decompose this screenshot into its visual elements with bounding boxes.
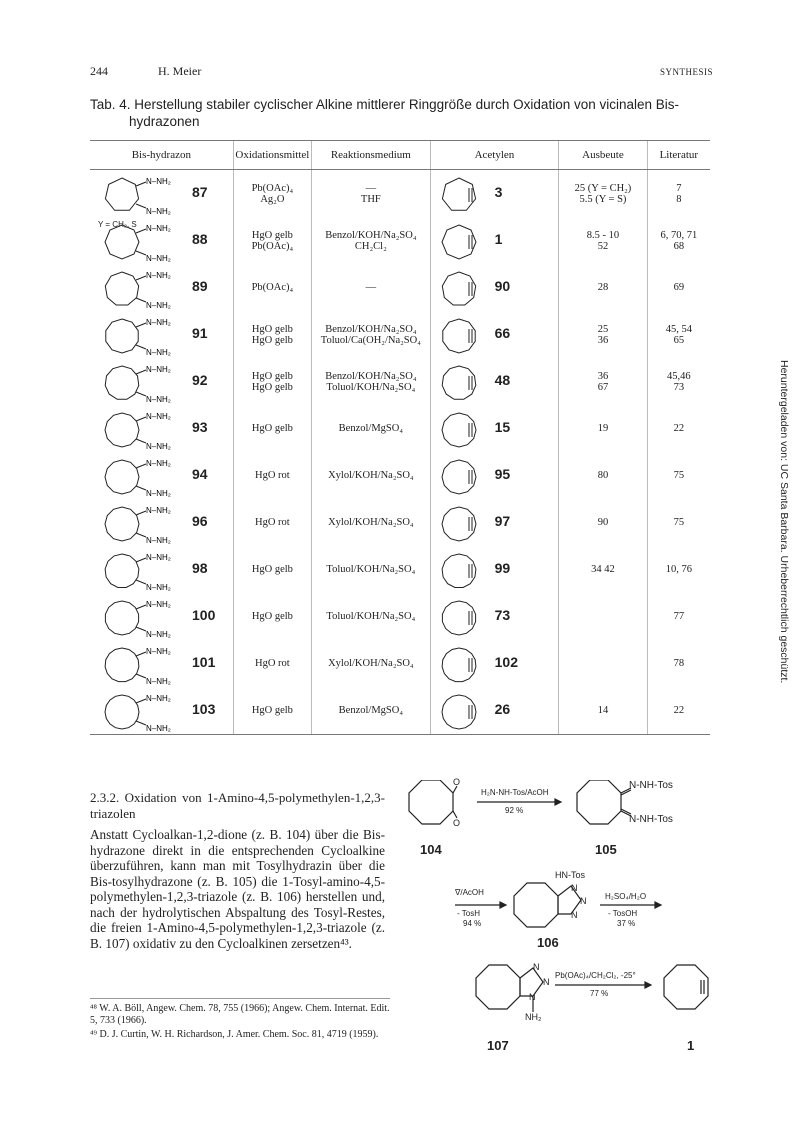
reference-cell: 75	[647, 499, 710, 546]
oxidant-cell: HgO gelb Pb(OAc)₄	[233, 217, 311, 264]
svg-text:N–NH₂: N–NH₂	[146, 394, 171, 404]
oxidant-cell: Pb(OAc)₄ Ag₂O	[233, 170, 311, 218]
cycloalkyne-structure	[437, 409, 497, 453]
svg-text:N–NH₂: N–NH₂	[146, 223, 171, 233]
cycloalkyne-structure	[437, 597, 497, 641]
oxidant-cell: HgO rot	[233, 452, 311, 499]
yield-cell: 14	[559, 687, 647, 735]
svg-text:N–NH₂: N–NH₂	[146, 723, 171, 733]
svg-text:N–NH₂: N–NH₂	[146, 505, 171, 515]
table-row	[90, 640, 710, 687]
oxygen-label: O	[453, 777, 461, 787]
svg-text:N–NH₂: N–NH₂	[146, 364, 171, 374]
medium-cell: Xylol/KOH/Na₂SO₄	[312, 640, 431, 687]
svg-text:N–NH₂: N–NH₂	[146, 646, 171, 656]
svg-text:N–NH₂: N–NH₂	[146, 582, 171, 592]
acetylene-number: 15	[494, 418, 511, 435]
yield-cell: 19	[559, 405, 647, 452]
column-header: Acetylen	[430, 141, 559, 170]
oxidant-cell: HgO rot	[233, 640, 311, 687]
acetylene-number: 48	[494, 371, 511, 388]
table-row	[90, 217, 710, 264]
table-row	[90, 405, 710, 452]
hydrazone-number: 96	[192, 512, 208, 529]
section-body	[90, 790, 385, 951]
nh2-label: NH₂	[525, 1012, 542, 1022]
yield-cell: 36 67	[559, 358, 647, 405]
svg-text:N–NH₂: N–NH₂	[146, 317, 171, 327]
svg-text:N–NH₂: N–NH₂	[146, 176, 171, 186]
compound-106: 106	[537, 935, 559, 950]
cycloalkyne-structure	[437, 362, 497, 406]
reference-cell: 78	[647, 640, 710, 687]
yield-cell: 90	[559, 499, 647, 546]
medium-cell: Toluol/KOH/Na₂SO₄	[312, 546, 431, 593]
cycloalkyne-structure	[437, 456, 497, 500]
bis-hydrazone-structure	[92, 691, 192, 735]
medium-cell: Xylol/KOH/Na₂SO₄	[312, 499, 431, 546]
oxygen-label: O	[453, 818, 461, 828]
oxidant-cell: HgO gelb HgO gelb	[233, 311, 311, 358]
author: H. Meier	[158, 64, 202, 78]
reagent-3: H₂SO₄/H₂O	[605, 892, 647, 901]
footnote: ⁴⁸ W. A. Böll, Angew. Chem. 78, 755 (1966); Angew. Chem. Internat. Edit. 5, 733 (1966).	[90, 1003, 390, 1026]
page-number: 244	[90, 64, 108, 78]
reagent-2b: - TosH	[457, 909, 480, 918]
nitrogen-label: N	[533, 962, 540, 972]
svg-text:N–NH₂: N–NH₂	[146, 253, 171, 263]
acetylene-number: 102	[494, 653, 518, 670]
table-row	[90, 687, 710, 735]
table-row	[90, 593, 710, 640]
svg-text:N–NH₂: N–NH₂	[146, 552, 171, 562]
hydrazone-number: 98	[192, 559, 208, 576]
bis-hydrazone-structure	[92, 503, 192, 547]
oxidant-cell: HgO gelb HgO gelb	[233, 358, 311, 405]
cycloalkyne-structure	[437, 174, 497, 218]
oxidant-cell: HgO gelb	[233, 593, 311, 640]
reference-cell: 7 8	[647, 170, 710, 218]
acetylene-number: 1	[494, 230, 503, 247]
hn-tos-label: HN-Tos	[555, 870, 586, 880]
cycloalkyne-structure	[437, 221, 497, 265]
hydrazone-number: 103	[192, 700, 216, 717]
nitrogen-label: N	[529, 992, 536, 1002]
bis-hydrazone-structure	[92, 644, 192, 688]
reagent-4: Pb(OAc)₄/CH₂Cl₂, -25°	[555, 971, 636, 980]
table-row	[90, 499, 710, 546]
reference-cell: 45,46 73	[647, 358, 710, 405]
nitrogen-label: N	[571, 910, 578, 920]
bis-hydrazone-structure	[92, 362, 192, 406]
acetylene-number: 26	[494, 700, 511, 717]
nitrogen-label: N	[580, 896, 587, 906]
column-header: Oxidationsmittel	[233, 141, 311, 170]
acetylene-number: 95	[494, 465, 511, 482]
hydrazone-number: 93	[192, 418, 208, 435]
medium-cell: Xylol/KOH/Na₂SO₄	[312, 452, 431, 499]
cycloalkyne-structure	[437, 550, 497, 594]
svg-text:N–NH₂: N–NH₂	[146, 206, 171, 216]
reference-cell: 22	[647, 405, 710, 452]
cycloalkyne-structure	[437, 644, 497, 688]
medium-cell: — THF	[312, 170, 431, 218]
reagent-1: H₂N-NH-Tos/AcOH	[481, 788, 549, 797]
yield-cell: 25 36	[559, 311, 647, 358]
oxidant-cell: Pb(OAc)₄	[233, 264, 311, 311]
table-row	[90, 170, 710, 218]
cycloalkyne-structure	[437, 691, 497, 735]
reference-cell: 22	[647, 687, 710, 735]
cycloalkyne-structure	[437, 315, 497, 359]
hydrazone-number: 100	[192, 606, 216, 623]
bis-hydrazone-structure	[92, 268, 192, 312]
acetylene-number: 66	[494, 324, 511, 341]
hydrazone-number: 88	[192, 230, 208, 247]
medium-cell: —	[312, 264, 431, 311]
bis-hydrazone-structure	[92, 456, 192, 500]
svg-text:N–NH₂: N–NH₂	[146, 629, 171, 639]
nitrogen-label: N	[543, 977, 550, 987]
hydrazone-number: 89	[192, 277, 208, 294]
svg-text:N–NH₂: N–NH₂	[146, 488, 171, 498]
column-header: Reaktionsmedium	[312, 141, 431, 170]
hydrazone-number: 94	[192, 465, 208, 482]
yield-cell: 80	[559, 452, 647, 499]
acetylene-number: 73	[494, 606, 511, 623]
column-header: Ausbeute	[559, 141, 647, 170]
reference-cell: 45, 54 65	[647, 311, 710, 358]
yield-cell: 25 (Y = CH₂) 5.5 (Y = S)	[559, 170, 647, 218]
svg-text:N–NH₂: N–NH₂	[146, 411, 171, 421]
acetylene-number: 99	[494, 559, 511, 576]
acetylene-number: 90	[494, 277, 511, 294]
svg-text:N–NH₂: N–NH₂	[146, 300, 171, 310]
reference-cell: 6, 70, 71 68	[647, 217, 710, 264]
reference-cell: 69	[647, 264, 710, 311]
table-row	[90, 452, 710, 499]
table-row	[90, 311, 710, 358]
yield-2: 94 %	[463, 919, 482, 928]
section-text: Anstatt Cycloalkan-1,2-dione (z. B. 104) über die Bis-hydrazone direkt in die entsprechenden Cycloalkine überzuführen, kann man mit Tosylhydrazin über die Bis-tosylhydrazone (z. B. 105) die 1-Tosyl-amino-4,5-polymethylen-1,2,3-triazole (z. B. 106) herstellen und, nach der hydrolytischen Abspaltung des Tosyl-Restes, die freien 1-Amino-4,5-polymethylen-1,2,3-triazole (z. B. 107) oxidativ zu den Cycloalkinen zersetzen⁴³.	[90, 827, 385, 951]
yield-cell	[559, 640, 647, 687]
svg-text:N–NH₂: N–NH₂	[146, 270, 171, 280]
table-row	[90, 358, 710, 405]
bis-hydrazone-structure	[92, 174, 192, 218]
nhtos-top: N-NH-Tos	[629, 780, 673, 791]
hydrazone-number: 92	[192, 371, 208, 388]
medium-cell: Benzol/KOH/Na₂SO₄ Toluol/KOH/Na₂SO₄	[312, 358, 431, 405]
reference-cell: 77	[647, 593, 710, 640]
hydrazone-number: 101	[192, 653, 216, 670]
reagent-3b: - TosOH	[608, 909, 638, 918]
nhtos-bot: N-NH-Tos	[629, 814, 673, 825]
svg-text:N–NH₂: N–NH₂	[146, 599, 171, 609]
acetylene-number: 3	[494, 183, 503, 200]
oxidant-cell: HgO gelb	[233, 405, 311, 452]
footnotes	[90, 998, 390, 1041]
reference-cell: 10, 76	[647, 546, 710, 593]
y-note: Y = CH₂, S	[98, 220, 137, 229]
compound-104: 104	[420, 842, 442, 857]
yield-cell: 8.5 - 10 52	[559, 217, 647, 264]
medium-cell: Benzol/KOH/Na₂SO₄ CH₂Cl₂	[312, 217, 431, 264]
journal: SYNTHESIS	[660, 67, 714, 77]
table-row	[90, 546, 710, 593]
reagent-2: ∇/AcOH	[455, 888, 484, 897]
svg-text:N–NH₂: N–NH₂	[146, 347, 171, 357]
svg-text:N–NH₂: N–NH₂	[146, 441, 171, 451]
hydrazone-number: 91	[192, 324, 208, 341]
yield-cell: 28	[559, 264, 647, 311]
column-header: Literatur	[647, 141, 710, 170]
bis-hydrazone-structure	[92, 315, 192, 359]
yield-1: 92 %	[505, 806, 524, 815]
yield-cell: 34 42	[559, 546, 647, 593]
medium-cell: Benzol/KOH/Na₂SO₄ Toluol/Ca(OH₂/Na₂SO₄	[312, 311, 431, 358]
compound-107: 107	[487, 1038, 509, 1053]
bis-hydrazone-structure	[92, 550, 192, 594]
cycloalkyne-structure	[437, 268, 497, 312]
hydrazone-number: 87	[192, 183, 208, 200]
nitrogen-label: N	[571, 883, 578, 893]
table-row	[90, 264, 710, 311]
download-notice: Heruntergeladen von: UC Santa Barbara. Urheberrechtlich geschützt.	[778, 360, 790, 684]
svg-text:N–NH₂: N–NH₂	[146, 693, 171, 703]
oxidant-cell: HgO gelb	[233, 687, 311, 735]
compound-1: 1	[687, 1038, 695, 1053]
svg-text:N–NH₂: N–NH₂	[146, 676, 171, 686]
oxidant-cell: HgO rot	[233, 499, 311, 546]
column-header: Bis-hydrazon	[90, 141, 233, 170]
compound-105: 105	[595, 842, 617, 857]
yield-4: 77 %	[590, 989, 609, 998]
section-heading: 2.3.2. Oxidation von 1-Amino-4,5-polymethylen-1,2,3-triazolen	[90, 790, 385, 821]
reference-cell: 75	[647, 452, 710, 499]
oxidant-cell: HgO gelb	[233, 546, 311, 593]
table-title: Tab. 4. Herstellung stabiler cyclischer Alkine mittlerer Ringgröße durch Oxidation von vicinalen Bis- hydrazonen	[90, 97, 680, 129]
yield-3: 37 %	[617, 919, 636, 928]
bis-hydrazone-structure	[92, 597, 192, 641]
medium-cell: Benzol/MgSO₄	[312, 687, 431, 735]
yield-cell	[559, 593, 647, 640]
medium-cell: Benzol/MgSO₄	[312, 405, 431, 452]
medium-cell: Toluol/KOH/Na₂SO₄	[312, 593, 431, 640]
svg-text:N–NH₂: N–NH₂	[146, 535, 171, 545]
footnote: ⁴⁹ D. J. Curtin, W. H. Richardson, J. Amer. Chem. Soc. 81, 4719 (1959).	[90, 1029, 379, 1040]
data-table	[90, 140, 710, 735]
bis-hydrazone-structure	[92, 409, 192, 453]
acetylene-number: 97	[494, 512, 511, 529]
svg-text:N–NH₂: N–NH₂	[146, 458, 171, 468]
cycloalkyne-structure	[437, 503, 497, 547]
reaction-scheme	[405, 777, 725, 1090]
